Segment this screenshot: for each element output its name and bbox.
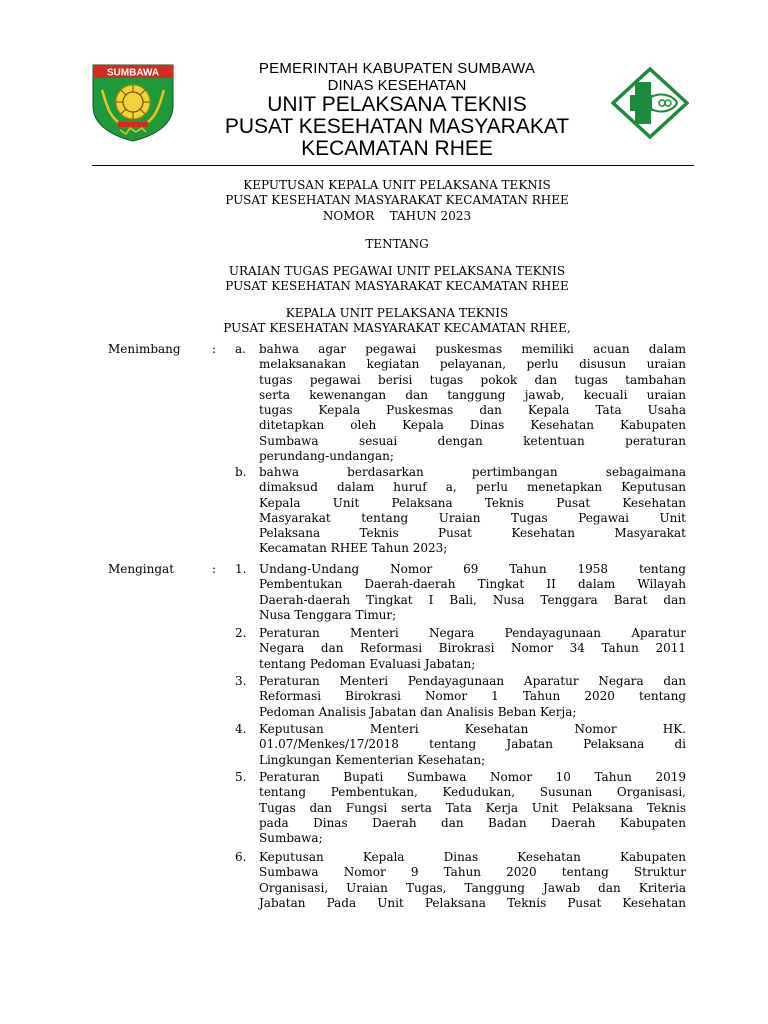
letterhead-unit: UNIT PELAKSANA TEKNIS <box>267 93 527 116</box>
clause-line: Sumbawa; <box>259 831 323 846</box>
issuer-line: KEPALA UNIT PELAKSANA TEKNIS <box>285 306 509 320</box>
menimbang-colon: : <box>212 342 217 356</box>
clause-line: Undang-Undang Nomor 69 Tahun 1958 tentang <box>259 562 686 576</box>
decree-number: NOMOR TAHUN 2023 <box>322 208 472 223</box>
clause-line: melaksanakan kegiatan pelayanan, perlu disusun uraian <box>259 357 686 372</box>
clause-line: bahwa agar pegawai puskesmas memiliki acuan dalam <box>259 342 686 356</box>
clause-line: Sumbawa Nomor 9 Tahun 2020 tentang Struktur <box>259 865 686 880</box>
subject-line: URAIAN TUGAS PEGAWAI UNIT PELAKSANA TEKNIS <box>228 264 566 278</box>
emblem-banner-text: SUMBAWA <box>106 67 160 79</box>
mengingat-marker: 3. <box>235 674 247 688</box>
clause-line: Organisasi, Uraian Tugas, Tanggung Jawab dan Kriteria <box>259 880 686 895</box>
issuer-line: PUSAT KESEHATAN MASYARAKAT KECAMATAN RHEE, <box>223 321 571 336</box>
clause-line: perundang-undangan; <box>259 449 394 464</box>
clause-line: Kecamatan RHEE Tahun 2023; <box>259 541 448 556</box>
mengingat-marker: 6. <box>235 850 247 864</box>
clause-line: Negara dan Reformasi Birokrasi Nomor 34 Tahun 2011 <box>259 641 686 656</box>
sumbawa-emblem-icon <box>90 62 176 142</box>
clause-line: pada Dinas Daerah dan Badan Daerah Kabupaten <box>259 815 686 830</box>
mengingat-marker: 2. <box>235 626 247 640</box>
tentang-label: TENTANG <box>365 237 429 251</box>
decree-issuer <box>92 306 702 337</box>
mengingat-item-1 <box>259 562 686 623</box>
clause-line: tentang Pedoman Evaluasi Jabatan; <box>259 656 476 671</box>
mengingat-marker: 1. <box>235 562 247 576</box>
decree-title <box>92 178 702 224</box>
menimbang-marker: a. <box>235 342 246 356</box>
mengingat-item-3 <box>259 674 686 720</box>
clause-line: Peraturan Menteri Negara Pendayagunaan Aparatur <box>259 626 686 640</box>
clause-line: Keputusan Kepala Dinas Kesehatan Kabupaten <box>259 850 686 864</box>
menimbang-item-b <box>259 465 686 557</box>
mengingat-marker: 5. <box>235 770 247 784</box>
clause-line: Sumbawa sesuai dengan ketentuan peraturan <box>259 433 686 448</box>
letterhead-government: PEMERINTAH KABUPATEN SUMBAWA <box>258 60 536 77</box>
letterhead <box>190 60 604 160</box>
decree-title-line: PUSAT KESEHATAN MASYARAKAT KECAMATAN RHEE <box>225 193 569 208</box>
mengingat-colon: : <box>212 562 217 576</box>
clause-line: Lingkungan Kementerian Kesehatan; <box>259 752 486 767</box>
letterhead-center: PUSAT KESEHATAN MASYARAKAT <box>224 115 570 138</box>
clause-line: Tugas dan Fungsi serta Tata Kerja Unit Pelaksana Teknis <box>259 800 686 815</box>
subject-line: PUSAT KESEHATAN MASYARAKAT KECAMATAN RHEE <box>225 279 569 294</box>
clause-line: Masyarakat tentang Uraian Tugas Pegawai Unit <box>259 510 686 525</box>
clause-line: Peraturan Menteri Pendayagunaan Aparatur Negara dan <box>259 674 686 688</box>
clause-line: tugas pegawai berisi tugas pokok dan tugas tambahan <box>259 372 686 387</box>
clause-line: dimaksud dalam huruf a, perlu menetapkan Keputusan <box>259 480 686 495</box>
clause-line: ditetapkan oleh Kepala Dinas Kesehatan Kabupaten <box>259 418 686 433</box>
mengingat-item-2 <box>259 626 686 672</box>
letterhead-agency: DINAS KESEHATAN <box>327 77 467 94</box>
menimbang-marker: b. <box>235 465 247 479</box>
clause-line: Nusa Tenggara Timur; <box>259 607 397 622</box>
mengingat-item-4 <box>259 722 686 768</box>
mengingat-label: Mengingat <box>108 562 175 576</box>
clause-line: Daerah-daerah Tingkat I Bali, Nusa Tenggara Barat dan <box>259 592 686 607</box>
decree-subject <box>92 264 702 295</box>
tentang-heading <box>92 237 702 252</box>
letterhead-district: KECAMATAN RHEE <box>301 137 493 160</box>
clause-line: serta kewenangan dan tanggung jawab, kecuali uraian <box>259 387 686 402</box>
mengingat-marker: 4. <box>235 722 247 736</box>
decree-title-line: KEPUTUSAN KEPALA UNIT PELAKSANA TEKNIS <box>243 178 551 192</box>
clause-line: Pedoman Analisis Jabatan dan Analisis Beban Kerja; <box>259 704 577 719</box>
clause-line: Reformasi Birokrasi Nomor 1 Tahun 2020 tentang <box>259 689 686 704</box>
letterhead-divider <box>92 165 694 166</box>
clause-line: Pelaksana Teknis Pusat Kesehatan Masyarakat <box>259 526 686 541</box>
clause-line: 01.07/Menkes/17/2018 tentang Jabatan Pelaksana di <box>259 737 686 752</box>
clause-line: Keputusan Menteri Kesehatan Nomor HK. <box>259 722 686 736</box>
menimbang-item-a <box>259 342 686 464</box>
clause-line: tentang Pembentukan, Kedudukan, Susunan Organisasi, <box>259 785 686 800</box>
clause-line: Jabatan Pada Unit Pelaksana Teknis Pusat Kesehatan <box>259 895 686 910</box>
clause-line: Kepala Unit Pelaksana Teknis Pusat Kesehatan <box>259 495 686 510</box>
clause-line: bahwa berdasarkan pertimbangan sebagaimana <box>259 465 686 479</box>
puskesmas-cross-icon <box>611 67 689 139</box>
mengingat-item-5 <box>259 770 686 846</box>
mengingat-item-6 <box>259 850 686 911</box>
clause-line: tugas Kepala Puskesmas dan Kepala Tata Usaha <box>259 403 686 418</box>
clause-line: Pembentukan Daerah-daerah Tingkat II dalam Wilayah <box>259 577 686 592</box>
menimbang-label: Menimbang <box>108 342 181 356</box>
clause-line: Peraturan Bupati Sumbawa Nomor 10 Tahun 2019 <box>259 770 686 784</box>
